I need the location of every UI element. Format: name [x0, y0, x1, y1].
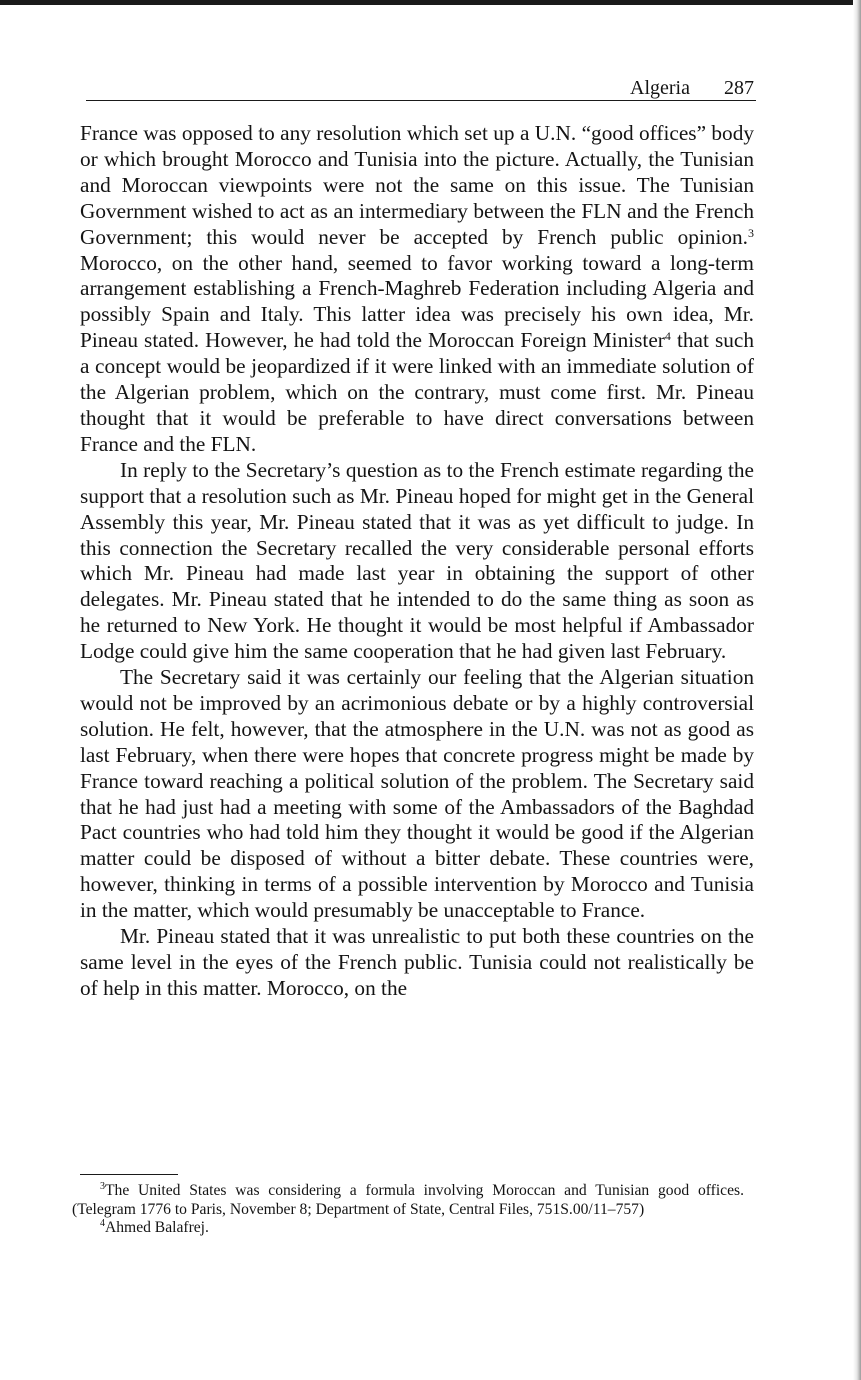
- paragraph-4: Mr. Pineau stated that it was unrealistic to put both these countries on the same level in the eyes of the French public. Tunisia could not realistically be of help in this matter. Morocco, on the: [80, 924, 754, 1000]
- footnote-ref-4: 4: [664, 329, 671, 344]
- paragraph-1-part-2: Morocco, on the other hand, seemed to favor working toward a long-term arrangement establishing a French-Maghreb Federation including Algeria and possibly Spain and Italy. This latter idea was precisely his own idea, Mr. Pineau stated. However, he had told the Moroccan Foreign Minister: [80, 250, 754, 353]
- scan-top-border: [0, 0, 861, 5]
- footnote-4-text: Ahmed Balafrej.: [105, 1219, 209, 1236]
- footnote-4: [72, 1219, 744, 1238]
- page-number: 287: [724, 77, 754, 99]
- footnote-3-marker: 3: [100, 1181, 105, 1192]
- paragraph-2: In reply to the Secretary’s question as to the French estimate regarding the support that a resolution such as Mr. Pineau hoped for might get in the General Assembly this year, Mr. Pineau stated that it was as yet difficult to judge. In this connection the Secretary recalled the very considerable personal efforts which Mr. Pineau had made last year in obtaining the support of other delegates. Mr. Pineau stated that he intended to do the same thing as soon as he returned to New York. He thought it would be most helpful if Ambassador Lodge could give him the same cooperation that he had given last February.: [80, 457, 754, 664]
- paragraph-1-part-3: that such a concept would be jeopardized if it were linked with an immediate solution of the Algerian problem, which on the contrary, must come first. Mr. Pineau thought that it would be preferable to have direct conversations between France and the FLN.: [80, 328, 755, 456]
- scan-right-edge: [853, 0, 861, 1380]
- footnote-ref-3: 3: [748, 225, 754, 240]
- footnote-3-text: The United States was considering a formula involving Moroccan and Tunisian good offices. (Telegram 1776 to Paris, November 8; Department of State, Central Files, 751S.00/11–757): [72, 1182, 744, 1218]
- running-head-section: Algeria: [630, 77, 690, 99]
- body-text: [80, 121, 754, 1002]
- footnote-4-marker: 4: [100, 1218, 105, 1229]
- footnotes: [72, 1182, 744, 1238]
- running-head: [86, 74, 756, 101]
- paragraph-1-part-1: France was opposed to any resolution which set up a U.N. “good offices” body or which brought Morocco and Tunisia into the picture. Actually, the Tunisian and Moroccan viewpoints were not the same on this issue. The Tunisian Government wished to act as an intermediary between the FLN and the French Government; this would never be accepted by French public opinion.: [80, 121, 754, 249]
- paragraph-1: [80, 121, 754, 458]
- footnote-rule: [80, 1174, 178, 1175]
- footnote-3: [72, 1182, 744, 1219]
- paragraph-3: The Secretary said it was certainly our feeling that the Algerian situation would not be improved by an acrimonious debate or by a highly controversial solution. He felt, however, that the atmosphere in the U.N. was not as good as last February, when there were hopes that concrete progress might be made by France toward reaching a political solution of the problem. The Secretary said that he had just had a meeting with some of the Ambassadors of the Baghdad Pact countries who had told him they thought it would be good if the Algerian matter could be disposed of without a bitter debate. These countries were, however, thinking in terms of a possible intervention by Morocco and Tunisia in the matter, which would presumably be unacceptable to France.: [80, 665, 754, 923]
